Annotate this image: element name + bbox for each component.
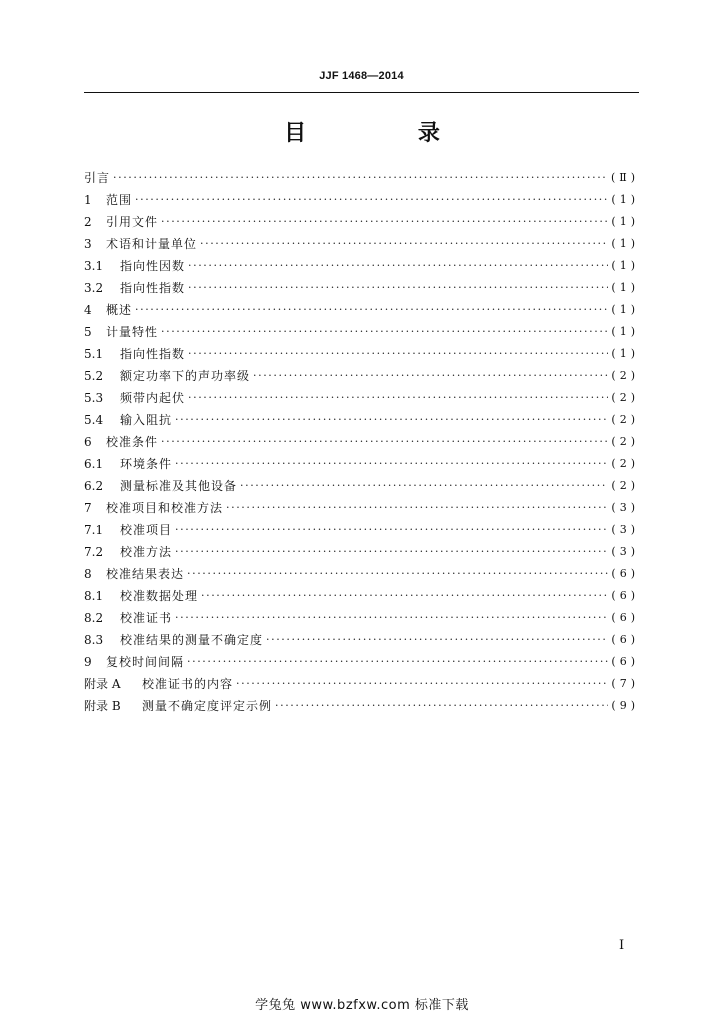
toc-dot-leader [253,365,608,387]
toc-entry-page: (1) [611,215,639,228]
toc-entry[interactable] [84,211,639,233]
toc-entry-number: 附录 B [84,699,121,713]
toc-entry[interactable] [84,299,639,321]
toc-entry-title: 校准条件 [106,435,159,449]
toc-entry-title: 复校时间间隔 [106,655,185,669]
toc-entry-page: (2) [611,413,639,426]
toc-dot-leader [188,343,608,365]
toc-entry-page: (2) [611,391,639,404]
toc-dot-leader [161,431,608,453]
toc-entry-number: 6.2 [84,479,104,493]
toc-entry-title: 校准方法 [120,545,173,559]
page-number: I [619,938,625,953]
toc-entry-page: (6) [611,611,639,624]
toc-dot-leader [188,277,608,299]
toc-entry-title: 指向性指数 [120,347,186,361]
toc-dot-leader [161,321,608,343]
toc-dot-leader [175,453,608,475]
toc-entry[interactable] [84,585,639,607]
toc-entry[interactable] [84,189,639,211]
toc-entry-title: 指向性指数 [120,281,186,295]
toc-entry-number: 9 [84,655,92,669]
toc-entry-title: 校准证书的内容 [142,677,234,691]
toc-entry-title: 环境条件 [120,457,173,471]
toc-dot-leader [113,167,608,189]
toc-entry-title: 计量特性 [106,325,159,339]
toc-dot-leader [266,629,608,651]
toc-entry-page: (3) [611,545,639,558]
page-header [84,66,639,93]
toc-entry[interactable] [84,167,639,189]
toc-entry-title: 概述 [106,303,133,317]
toc-entry-number: 3.1 [84,259,104,273]
toc-entry-number: 6.1 [84,457,104,471]
toc-entry-page: (1) [611,347,639,360]
toc-entry[interactable] [84,651,639,673]
toc-entry[interactable] [84,563,639,585]
toc-entry-title: 频带内起伏 [120,391,186,405]
toc-entry[interactable] [84,695,639,717]
toc-entry-number: 7.1 [84,523,104,537]
toc-entry-number: 附录 A [84,677,121,691]
toc-dot-leader [175,519,608,541]
toc-dot-leader [240,475,608,497]
toc-entry[interactable] [84,629,639,651]
toc-entry[interactable] [84,409,639,431]
toc-entry-page: (3) [611,501,639,514]
toc-dot-leader [275,695,608,717]
toc-entry-number: 7 [84,501,92,515]
page-title: 目 录 [284,121,492,146]
toc-entry[interactable] [84,607,639,629]
toc-entry-page: (9) [611,699,639,712]
toc-entry[interactable] [84,321,639,343]
toc-entry-page: (6) [611,589,639,602]
toc-entry-number: 5 [84,325,92,339]
toc-entry-page: (Ⅱ) [610,171,639,184]
toc-entry-title: 校准证书 [120,611,173,625]
toc-dot-leader [236,673,608,695]
toc-entry-number: 8.2 [84,611,104,625]
toc-entry-number: 8.3 [84,633,104,647]
toc-dot-leader [161,211,608,233]
toc-entry-title: 指向性因数 [120,259,186,273]
toc-entry-title: 额定功率下的声功率级 [120,369,251,383]
toc-entry-page: (1) [611,259,639,272]
toc-entry-title: 校准项目和校准方法 [106,501,224,515]
toc-entry-title: 测量标准及其他设备 [120,479,238,493]
toc-entry-number: 5.1 [84,347,104,361]
toc-entry-page: (2) [611,369,639,382]
toc-dot-leader [135,189,608,211]
toc-dot-leader [188,387,608,409]
toc-dot-leader [175,541,608,563]
toc-dot-leader [201,585,608,607]
toc-entry-title: 输入阻抗 [120,413,173,427]
toc-entry-title: 测量不确定度评定示例 [142,699,273,713]
toc-dot-leader [175,607,608,629]
toc-entry-number: 4 [84,303,92,317]
toc-entry-number: 5.3 [84,391,104,405]
toc-entry-title: 术语和计量单位 [106,237,198,251]
toc-entry-page: (1) [611,303,639,316]
toc-dot-leader [175,409,608,431]
toc-entry[interactable] [84,541,639,563]
toc-entry-page: (1) [611,237,639,250]
toc-entry-page: (2) [611,479,639,492]
toc-entry[interactable] [84,497,639,519]
toc-dot-leader [226,497,608,519]
toc-entry-page: (3) [611,523,639,536]
toc-entry[interactable] [84,519,639,541]
toc-dot-leader [187,563,608,585]
toc-entry-page: (1) [611,193,639,206]
toc-entry-number: 6 [84,435,92,449]
toc-entry-page: (7) [611,677,639,690]
standard-code: JJF 1468—2014 [319,70,404,82]
toc-dot-leader [200,233,608,255]
toc-entry[interactable] [84,453,639,475]
toc-entry-title: 校准结果的测量不确定度 [120,633,264,647]
toc-entry-number: 3.2 [84,281,104,295]
toc-entry[interactable] [84,343,639,365]
toc-entry-number: 8 [84,567,92,581]
toc-entry[interactable] [84,673,639,695]
toc-entry[interactable] [84,255,639,277]
toc-entry-number: 8.1 [84,589,104,603]
toc-entry-number: 5.2 [84,369,104,383]
toc-entry-title: 校准结果表达 [106,567,185,581]
toc-entry-title: 引言 [84,171,111,185]
toc-dot-leader [187,651,608,673]
toc-entry-number: 3 [84,237,92,251]
toc-entry-number: 7.2 [84,545,104,559]
toc-entry[interactable] [84,431,639,453]
toc-entry-title: 引用文件 [106,215,159,229]
toc-entry[interactable] [84,387,639,409]
toc-entry-title: 校准项目 [120,523,173,537]
toc-entry[interactable] [84,365,639,387]
toc-entry[interactable] [84,475,639,497]
toc-entry-title: 范围 [106,193,133,207]
toc-entry-number: 2 [84,215,92,229]
toc-entry[interactable] [84,277,639,299]
toc-entry-page: (1) [611,325,639,338]
toc-entry-page: (2) [611,457,639,470]
toc-entry-number: 5.4 [84,413,104,427]
toc-entry-page: (6) [611,567,639,580]
toc-dot-leader [135,299,608,321]
footer-watermark: 学兔兔 www.bzfxw.com 标准下载 [255,998,469,1013]
table-of-contents [84,167,639,717]
toc-entry-page: (6) [611,633,639,646]
toc-entry-page: (2) [611,435,639,448]
toc-entry-page: (1) [611,281,639,294]
toc-entry-title: 校准数据处理 [120,589,199,603]
toc-entry[interactable] [84,233,639,255]
toc-dot-leader [188,255,608,277]
toc-entry-number: 1 [84,193,92,207]
toc-entry-page: (6) [611,655,639,668]
